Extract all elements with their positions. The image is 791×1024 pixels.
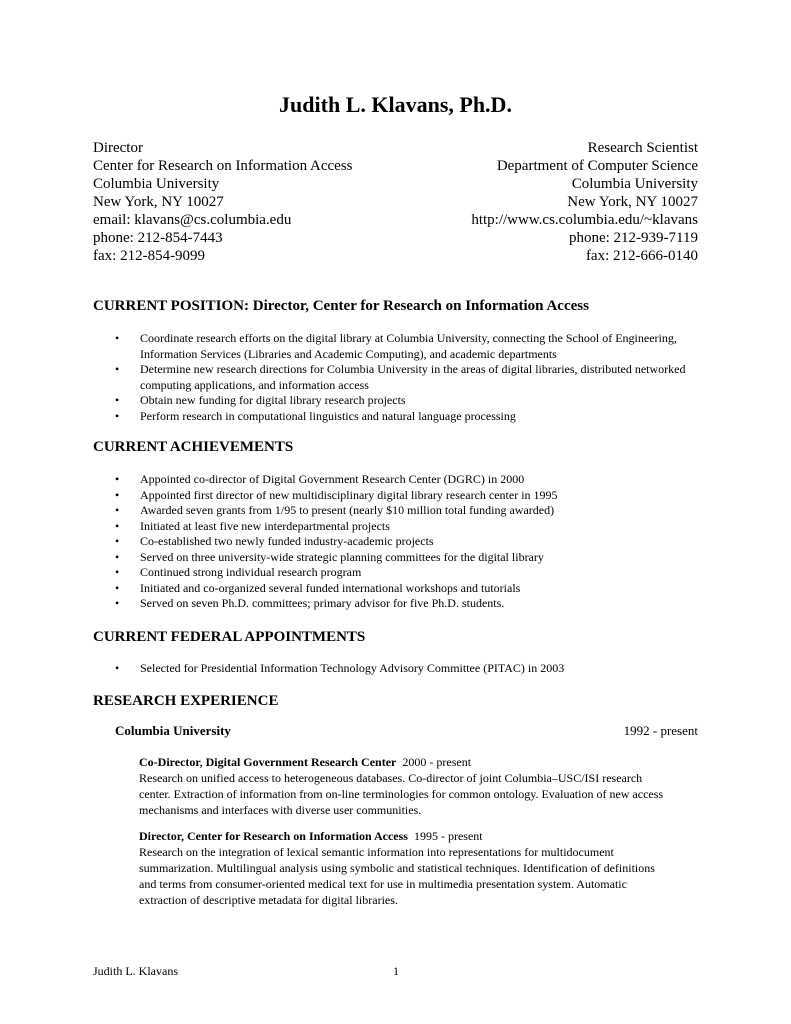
contact-line: New York, NY 10027	[567, 194, 698, 210]
employer-years: 1992 - present	[623, 723, 698, 738]
list-item: • Initiated at least five new interdepartmental projects	[115, 518, 390, 533]
list-item: • Perform research in computational linguistics and natural language processing	[115, 408, 516, 423]
role-entry	[139, 754, 669, 818]
role-dates: 1995 - present	[407, 829, 483, 843]
list-item: • Initiated and co-organized several funded international workshops and tutorials	[115, 580, 521, 595]
bullet-icon: •	[115, 565, 120, 579]
role-description: Research on unified access to heterogeneous databases. Co-director of joint Columbia–USC/ISI research center. Extraction of information from on-line terminologies for common ontology. Evaluation of new access mechanisms and interfaces with diverse user communities.	[139, 771, 664, 817]
contact-block-left	[93, 139, 353, 265]
section-heading-research-experience: RESEARCH EXPERIENCE	[93, 693, 279, 709]
list-item: • Served on three university-wide strategic planning committees for the digital library	[115, 549, 544, 564]
contact-line: Research Scientist	[587, 140, 698, 156]
bullet-icon: •	[115, 472, 120, 486]
bullet-icon: •	[115, 534, 120, 548]
role-entry	[139, 828, 669, 908]
section-heading-current-position: CURRENT POSITION: Director, Center for Research on Information Access	[93, 298, 589, 314]
page-number: 1	[393, 964, 399, 978]
section-heading-current-achievements: CURRENT ACHIEVEMENTS	[93, 439, 294, 455]
bullet-icon: •	[115, 503, 120, 517]
employer-row	[115, 723, 700, 739]
federal-appointments-list	[115, 661, 700, 677]
contact-line: fax: 212-666-0140	[585, 248, 698, 264]
bullet-icon: •	[115, 518, 120, 533]
list-item: • Served on seven Ph.D. committees; primary advisor for five Ph.D. students.	[115, 596, 505, 610]
list-item: • Determine new research directions for Columbia University in the areas of digital libraries, distributed networked computing applications, and information access	[115, 362, 686, 392]
contact-line: Center for Research on Information Access	[93, 158, 353, 174]
list-item: • Continued strong individual research program	[115, 565, 362, 579]
contact-line: phone: 212-854-7443	[93, 230, 223, 246]
bullet-icon: •	[115, 362, 120, 376]
contact-line: fax: 212-854-9099	[93, 248, 206, 264]
bullet-icon: •	[115, 580, 120, 595]
bullet-icon: •	[115, 596, 120, 610]
email-line[interactable]: email: klavans@cs.columbia.edu	[93, 212, 292, 228]
homepage-link[interactable]: http://www.cs.columbia.edu/~klavans	[471, 212, 698, 228]
bullet-icon: •	[115, 331, 120, 345]
page-title: Judith L. Klavans, Ph.D.	[279, 92, 512, 117]
contact-line: Columbia University	[93, 176, 220, 192]
contact-line: Columbia University	[571, 176, 698, 192]
bullet-icon: •	[115, 487, 120, 502]
role-title: Director, Center for Research on Information Access	[139, 829, 408, 843]
employer-name: Columbia University	[115, 723, 231, 738]
contact-line: Department of Computer Science	[496, 158, 698, 174]
list-item: • Appointed co-director of Digital Government Research Center (DGRC) in 2000	[115, 472, 525, 486]
bullet-icon: •	[115, 408, 120, 423]
current-achievements-list	[115, 472, 700, 612]
contact-line: phone: 212-939-7119	[568, 230, 698, 246]
contact-block-right	[471, 139, 698, 265]
role-title: Co-Director, Digital Government Research Center	[139, 755, 397, 769]
role-description: Research on the integration of lexical semantic information into representations for multidocument summarization. Multilingual analysis using symbolic and statistical techniques. Identification of definitions and terms from consumer-oriented medical text for use in multimedia presentation system. Automatic extraction of descriptive metadata for digital libraries.	[139, 845, 655, 907]
list-item: • Awarded seven grants from 1/95 to present (nearly $10 million total funding awarded)	[115, 503, 555, 517]
list-item: • Obtain new funding for digital library research projects	[115, 393, 406, 407]
list-item: • Appointed first director of new multidisciplinary digital library research center in 1995	[115, 487, 558, 502]
bullet-icon: •	[115, 549, 120, 564]
footer-author: Judith L. Klavans	[93, 964, 178, 978]
contact-line: Director	[93, 140, 143, 156]
contact-line: New York, NY 10027	[93, 194, 224, 210]
list-item: • Selected for Presidential Information Technology Advisory Committee (PITAC) in 2003	[115, 661, 565, 675]
bullet-icon: •	[115, 393, 120, 407]
current-position-list	[115, 331, 700, 424]
bullet-icon: •	[115, 661, 120, 675]
role-dates: 2000 - present	[396, 755, 472, 769]
section-heading-federal-appointments: CURRENT FEDERAL APPOINTMENTS	[93, 629, 366, 645]
list-item: • Coordinate research efforts on the digital library at Columbia University, connecting the School of Engineering, Information Services (Libraries and Academic Computing), and academic departments	[115, 331, 677, 361]
list-item: • Co-established two newly funded industry-academic projects	[115, 534, 434, 548]
